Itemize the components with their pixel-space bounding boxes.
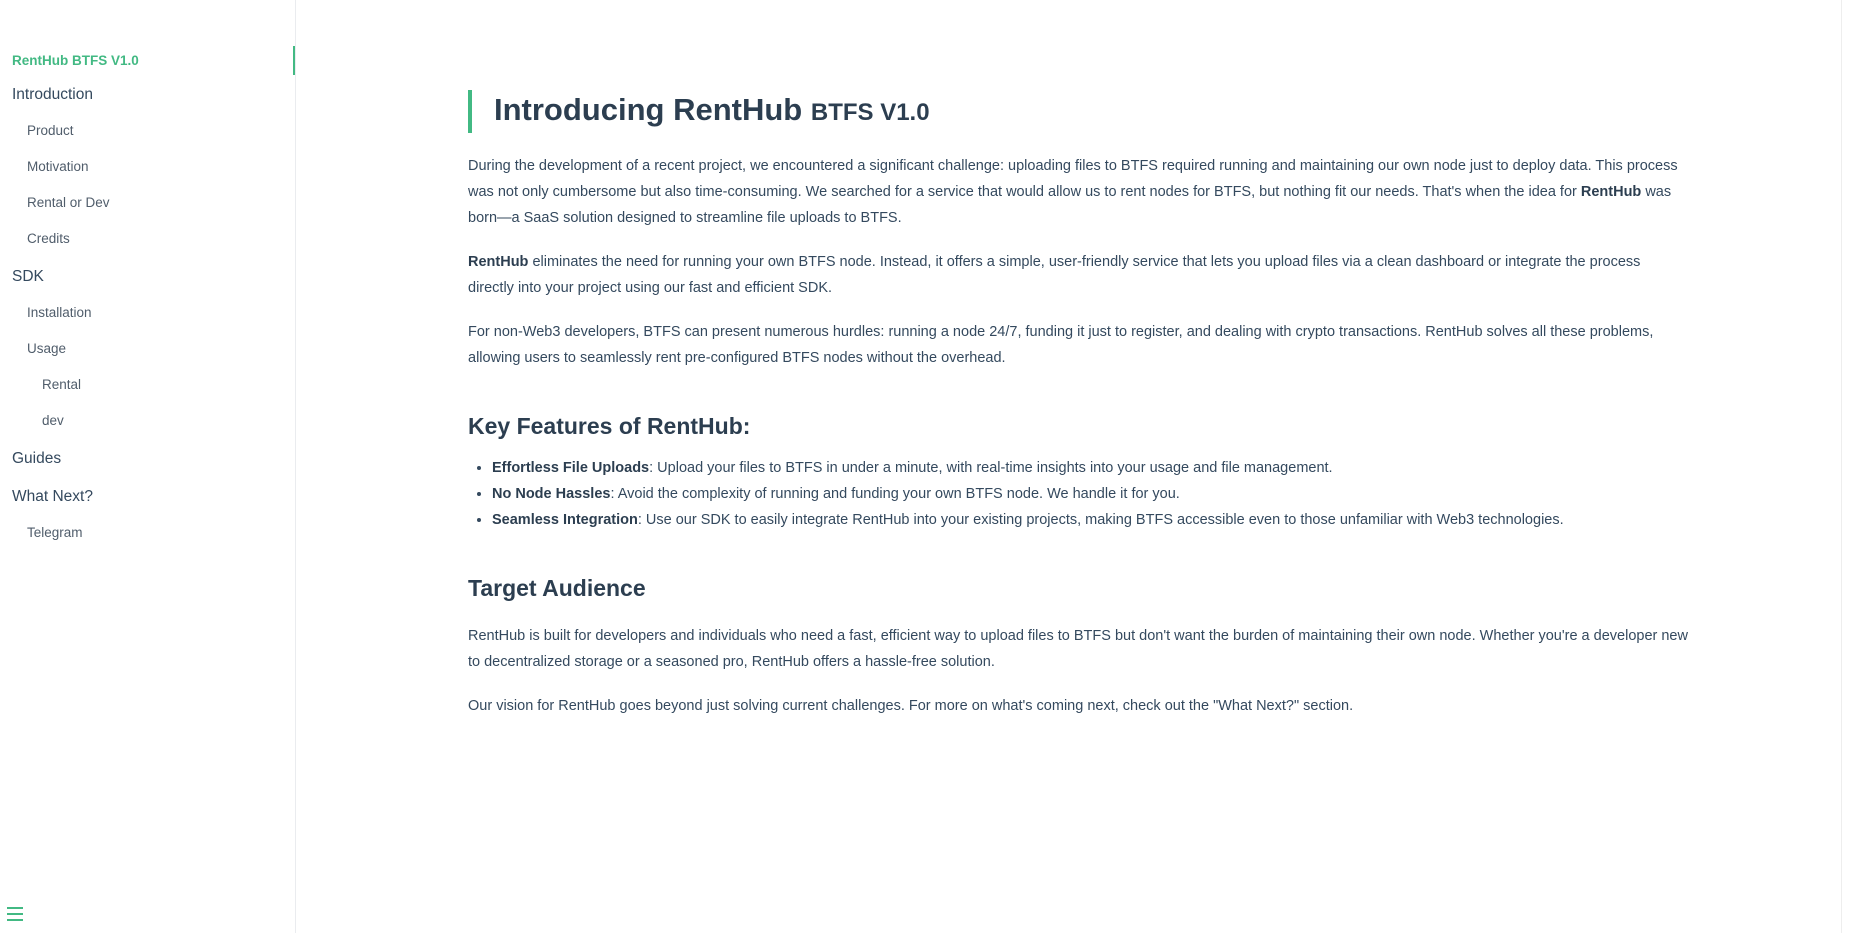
sidebar-item-dev[interactable]: dev bbox=[42, 413, 64, 428]
main-content bbox=[468, 0, 1690, 719]
list-item bbox=[492, 455, 1690, 481]
audience-paragraph-1: RentHub is built for developers and individuals who need a fast, efficient way to upload files to BTFS but don't want the burden of maintaining their own node. Whether you're a developer new to decentralized storage or a seasoned pro, RentHub offers a hassle-free solution. bbox=[468, 628, 1688, 670]
sidebar-item-guides[interactable]: Guides bbox=[12, 450, 62, 467]
intro-paragraph-1-text-b: was born—a SaaS solution designed to streamline file uploads to BTFS. bbox=[468, 184, 1672, 226]
audience-paragraph-2: Our vision for RentHub goes beyond just solving current challenges. For more on what's coming next, check out the "What Next?" section. bbox=[468, 698, 1354, 714]
sidebar-item-what-next[interactable]: What Next? bbox=[12, 488, 93, 505]
scrollbar-track[interactable] bbox=[1841, 0, 1842, 933]
menu-icon-bar bbox=[7, 919, 23, 921]
feature-title: Effortless File Uploads bbox=[492, 460, 650, 476]
sidebar-item-telegram[interactable]: Telegram bbox=[27, 525, 83, 540]
intro-paragraph-1 bbox=[468, 153, 1690, 231]
menu-icon-bar bbox=[7, 913, 23, 915]
feature-text: : Use our SDK to easily integrate RentHub into your existing projects, making BTFS accessible even to those unfamiliar with Web3 technologies. bbox=[637, 512, 1564, 528]
page-title-main: Introducing RentHub bbox=[494, 92, 803, 127]
sidebar-nav bbox=[0, 0, 295, 551]
sidebar-item-rental[interactable]: Rental bbox=[42, 377, 82, 392]
sidebar-item-product[interactable]: Product bbox=[27, 123, 74, 138]
features-list bbox=[468, 455, 1690, 533]
list-item bbox=[492, 481, 1690, 507]
sidebar-item-sdk[interactable]: SDK bbox=[12, 268, 44, 285]
feature-text: : Upload your files to BTFS in under a minute, with real-time insights into your usage and file management. bbox=[649, 460, 1333, 476]
menu-icon[interactable] bbox=[7, 907, 23, 921]
intro-paragraph-2-text: eliminates the need for running your own BTFS node. Instead, it offers a simple, user-friendly service that lets you upload files via a clean dashboard or integrate the process directly into your project using our fast and efficient SDK. bbox=[468, 254, 1641, 296]
sidebar bbox=[0, 0, 296, 933]
sidebar-item-usage[interactable]: Usage bbox=[27, 341, 67, 356]
sidebar-app-name-link[interactable]: RentHub BTFS V1.0 bbox=[0, 46, 295, 75]
features-heading: Key Features of RentHub: bbox=[468, 413, 751, 439]
feature-title: Seamless Integration bbox=[492, 512, 638, 528]
feature-text: : Avoid the complexity of running and funding your own BTFS node. We handle it for you. bbox=[610, 486, 1180, 502]
intro-paragraph-2-bold: RentHub bbox=[468, 254, 529, 270]
list-item bbox=[492, 507, 1690, 533]
intro-paragraph-2 bbox=[468, 249, 1690, 301]
page-title bbox=[468, 90, 1690, 133]
intro-paragraph-3: For non-Web3 developers, BTFS can present numerous hurdles: running a node 24/7, funding it just to register, and dealing with crypto transactions. RentHub solves all these problems, allowing users to seamlessly rent pre-configured BTFS nodes without the overhead. bbox=[468, 324, 1654, 366]
sidebar-item-rental-or-dev[interactable]: Rental or Dev bbox=[27, 195, 110, 210]
sidebar-item-motivation[interactable]: Motivation bbox=[27, 159, 89, 174]
sidebar-item-installation[interactable]: Installation bbox=[27, 305, 92, 320]
feature-title: No Node Hassles bbox=[492, 486, 611, 502]
sidebar-item-introduction[interactable]: Introduction bbox=[12, 86, 93, 103]
audience-heading: Target Audience bbox=[468, 575, 646, 601]
intro-paragraph-1-bold: RentHub bbox=[1580, 184, 1642, 200]
menu-icon-bar bbox=[7, 907, 23, 909]
page-title-version: BTFS V1.0 bbox=[810, 99, 930, 126]
intro-paragraph-1-text-a: During the development of a recent project, we encountered a significant challenge: uploading files to BTFS required running and maintaining our own node just to deploy data. This process was not only cumbersome but also time-consuming. We searched for a service that would allow us to rent nodes for BTFS, but nothing fit our needs. That's when the idea for bbox=[468, 158, 1678, 200]
sidebar-item-credits[interactable]: Credits bbox=[27, 231, 70, 246]
